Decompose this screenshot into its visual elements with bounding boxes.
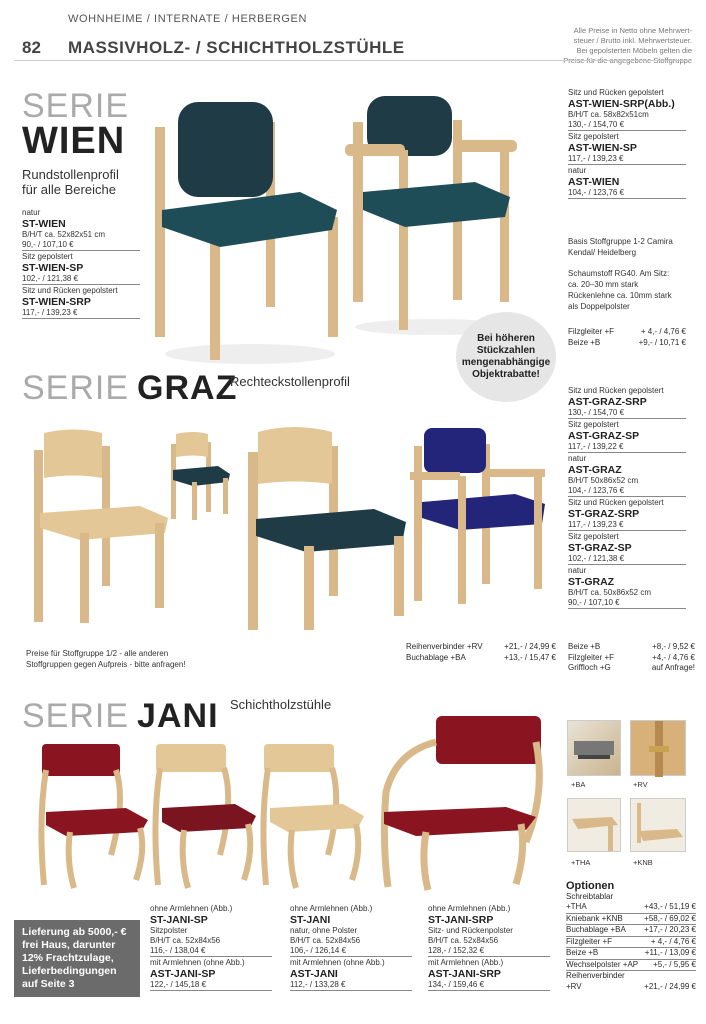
header-note: Alle Preise in Netto ohne Mehrwert- steuer / Brutto inkl. Mehrwertsteuer. Bei gepolsterten Möbeln gelten die Preise für die angegebene Stoffgruppe <box>563 26 692 65</box>
wien-left-products: natur ST-WIEN B/H/T ca. 52x82x51 cm 90,- / 107,10 € Sitz gepolstert ST-WIEN-SP 102,- / 121,38 € Sitz und Rücken gepolstert ST-WIEN-SRP 117,- / 139,23 € <box>22 208 140 320</box>
graz-extras-mid: Reihenverbinder +RV +21,- / 24,99 € Buchablage +BA +13,- / 15,47 € <box>406 642 556 662</box>
graz-chair-small-image <box>168 432 233 522</box>
thumb-label-rv: +RV <box>633 780 648 789</box>
jani-armchair-srp-image <box>376 712 551 892</box>
wien-extras: Filzgleiter +F + 4,- / 4,76 € Beize +B +9,- / 10,71 € <box>568 327 686 347</box>
wien-right-products: Sitz und Rücken gepolstert AST-WIEN-SRP(Abb.) B/H/T ca. 58x82x51cm 130,- / 154,70 € Sitz gepolstert AST-WIEN-SP 117,- / 139,23 € natur AST-WIEN 104,- / 123,76 € <box>568 88 686 200</box>
graz-armchair-image <box>410 424 550 609</box>
wien-armchair-image <box>345 92 520 337</box>
delivery-info-box: Lieferung ab 5000,- € frei Haus, darunter 12% Frachtzulage, Lieferbedingungen auf Seite 3 <box>14 920 140 997</box>
graz-extras-right: Beize +B +8,- / 9,52 € Filzgleiter +F +4,- / 4,76 € Griffloch +G auf Anfrage! <box>568 642 695 672</box>
jani-options: Optionen Schreibtablar +THA +43,- / 51,19 € Kniebank +KNB +58,- / 69,02 € Buchablage +BA +17,- / 20,23 € Filzgleiter +F + 4,- / 4,76 € Beize +B +11,- / 13,09 € Wechselpolster +AP +5,- / 5,95 € Reihenverbinder +RV +21,- / 24,99 € <box>566 880 696 991</box>
thumb-reihenverbinder <box>630 720 686 776</box>
thumb-buchablage <box>567 720 621 776</box>
thumb-label-knb: +KNB <box>633 858 653 867</box>
header-subtitle: WOHNHEIME / INTERNATE / HERBERGEN <box>68 13 307 25</box>
options-sub: Schreibtablar <box>566 892 614 901</box>
thumb-kniebank <box>630 798 686 852</box>
thumb-schreibtablar <box>567 798 621 852</box>
options-title: Optionen <box>566 880 615 892</box>
jani-heading: SERIE JANI <box>22 697 219 735</box>
jani-col1: ohne Armlehnen (Abb.) ST-JANI-SP Sitzpolster B/H/T ca. 52x84x56 116,- / 138,04 € mit Armlehnen (ohne Abb.) AST-JANI-SP 122,- / 145,18 € <box>150 904 272 992</box>
header-divider <box>14 60 692 61</box>
thumb-label-ba: +BA <box>571 780 586 789</box>
wien-chair-image <box>150 92 345 370</box>
jani-chair-srp-image <box>36 740 151 890</box>
jani-col3: ohne Armlehnen (Abb.) ST-JANI-SRP Sitz- und Rückenpolster B/H/T ca. 52x84x56 128,- / 152,32 € mit Armlehnen (Abb.) AST-JANI-SRP 134,- / 159,46 € <box>428 904 550 992</box>
thumb-label-tha: +THA <box>571 858 591 867</box>
jani-chair-natur-image <box>258 740 368 890</box>
wien-subtitle: Rundstollenprofil für alle Bereiche <box>22 167 119 197</box>
graz-price-note: Preise für Stoffgruppe 1/2 - alle anderen Stoffgruppen gegen Aufpreis - bitte anfragen! <box>26 649 186 669</box>
wien-foam-info: Schaumstoff RG40. Am Sitz: ca. 20–30 mm stark Rückenlehne ca. 10mm stark als Doppelpolster <box>568 269 672 311</box>
graz-products: Sitz und Rücken gepolstert AST-GRAZ-SRP 130,- / 154,70 € Sitz gepolstert AST-GRAZ-SP 117,- / 139,22 € natur AST-GRAZ B/H/T 50x86x52 cm 104,- / 123,76 € Sitz und Rücken gepolstert ST-GRAZ-SRP 117,- / 139,23 € Sitz gepolstert ST-GRAZ-SP 102,- / 121,38 € natur ST-GRAZ B/H/T ca. 50x86x52 cm 90,- / 107,10 € <box>568 386 686 610</box>
page-title: MASSIVHOLZ- / SCHICHTHOLZSTÜHLE <box>68 38 405 57</box>
graz-heading: SERIE GRAZ <box>22 369 238 407</box>
discount-burst: Bei höheren Stückzahlen mengenabhängige Objektrabatte! <box>456 312 556 402</box>
graz-subtitle: Rechteckstollenprofil <box>230 374 350 389</box>
wien-fabric-info: Basis Stoffgruppe 1-2 Camira Kendal/ Heidelberg <box>568 237 673 257</box>
jani-subtitle: Schichtholzstühle <box>230 697 332 712</box>
wien-title: WIEN <box>22 120 126 162</box>
graz-chair-padded-image <box>244 424 409 634</box>
jani-col2: ohne Armlehnen (Abb.) ST-JANI natur, ohne Polster B/H/T ca. 52x84x56 106,- / 126,14 € mit Armlehnen (ohne Abb.) AST-JANI 112,- / 133,28 € <box>290 904 412 992</box>
page-number: 82 <box>22 38 41 57</box>
graz-chair-natur-image <box>30 428 170 628</box>
wien-serie-label: SERIE <box>22 87 130 125</box>
jani-chair-sp-image <box>150 740 260 890</box>
